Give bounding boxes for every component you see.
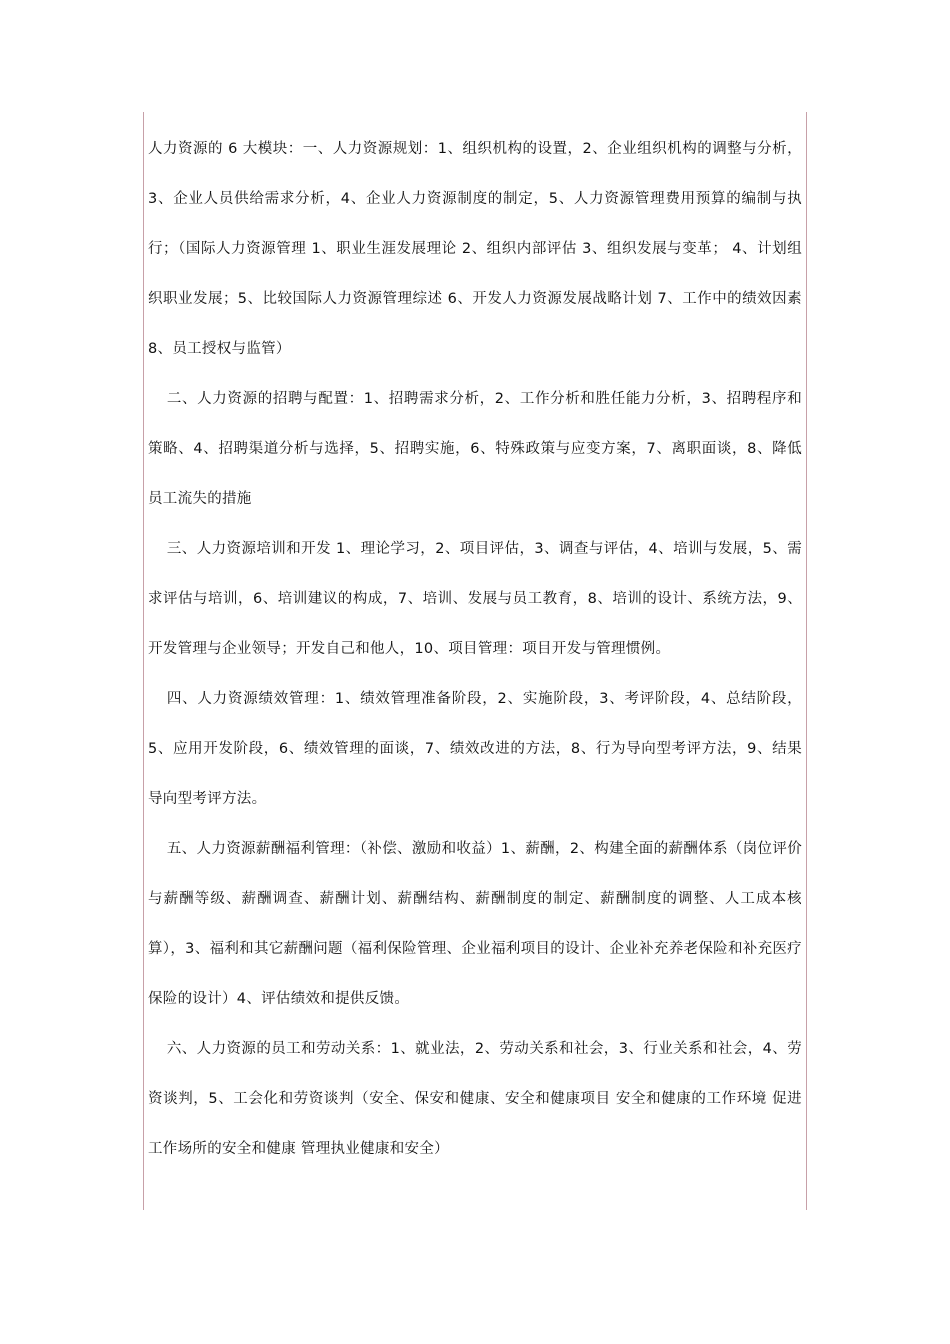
document-body <box>148 124 802 1174</box>
paragraph-performance: 四、人力资源绩效管理：1、绩效管理准备阶段，2、实施阶段，3、考评阶段，4、总结阶段，5、应用开发阶段，6、绩效管理的面谈，7、绩效改进的方法，8、行为导向型考评方法，9、结果导向型考评方法。 <box>148 691 802 807</box>
paragraph-compensation: 五、人力资源薪酬福利管理：（补偿、激励和收益）1、薪酬，2、构建全面的薪酬体系（岗位评价与薪酬等级、薪酬调查、薪酬计划、薪酬结构、薪酬制度的制定、薪酬制度的调整、人工成本核算），3、福利和其它薪酬问题（福利保险管理、企业福利项目的设计、企业补充养老保险和补充医疗保险的设计）4、评估绩效和提供反馈。 <box>148 841 802 1007</box>
paragraph-labor-relations: 六、人力资源的员工和劳动关系：1、就业法，2、劳动关系和社会，3、行业关系和社会，4、劳资谈判，5、工会化和劳资谈判（安全、保安和健康、安全和健康项目 安全和健康的工作环境 促进工作场所的安全和健康 管理执业健康和安全） <box>148 1041 802 1157</box>
paragraph-recruitment: 二、人力资源的招聘与配置：1、招聘需求分析，2、工作分析和胜任能力分析，3、招聘程序和策略、4、招聘渠道分析与选择，5、招聘实施，6、特殊政策与应变方案，7、离职面谈，8、降低员工流失的措施 <box>148 391 802 507</box>
paragraph-hr-planning: 人力资源的 6 大模块：一、人力资源规划：1、组织机构的设置，2、企业组织机构的调整与分析，3、企业人员供给需求分析，4、企业人力资源制度的制定，5、人力资源管理费用预算的编制与执行；（国际人力资源管理 1、职业生涯发展理论 2、组织内部评估 3、组织发展与变革； 4、计划组织职业发展；5、比较国际人力资源管理综述 6、开发人力资源发展战略计划 7、工作中的绩效因素 8、员工授权与监管） <box>148 141 802 357</box>
paragraph-training: 三、人力资源培训和开发 1、理论学习，2、项目评估，3、调查与评估，4、培训与发展，5、需求评估与培训，6、培训建议的构成，7、培训、发展与员工教育，8、培训的设计、系统方法，9、开发管理与企业领导；开发自己和他人，10、项目管理：项目开发与管理惯例。 <box>148 541 802 657</box>
right-margin-rule <box>806 112 807 1210</box>
left-margin-rule <box>143 112 144 1210</box>
